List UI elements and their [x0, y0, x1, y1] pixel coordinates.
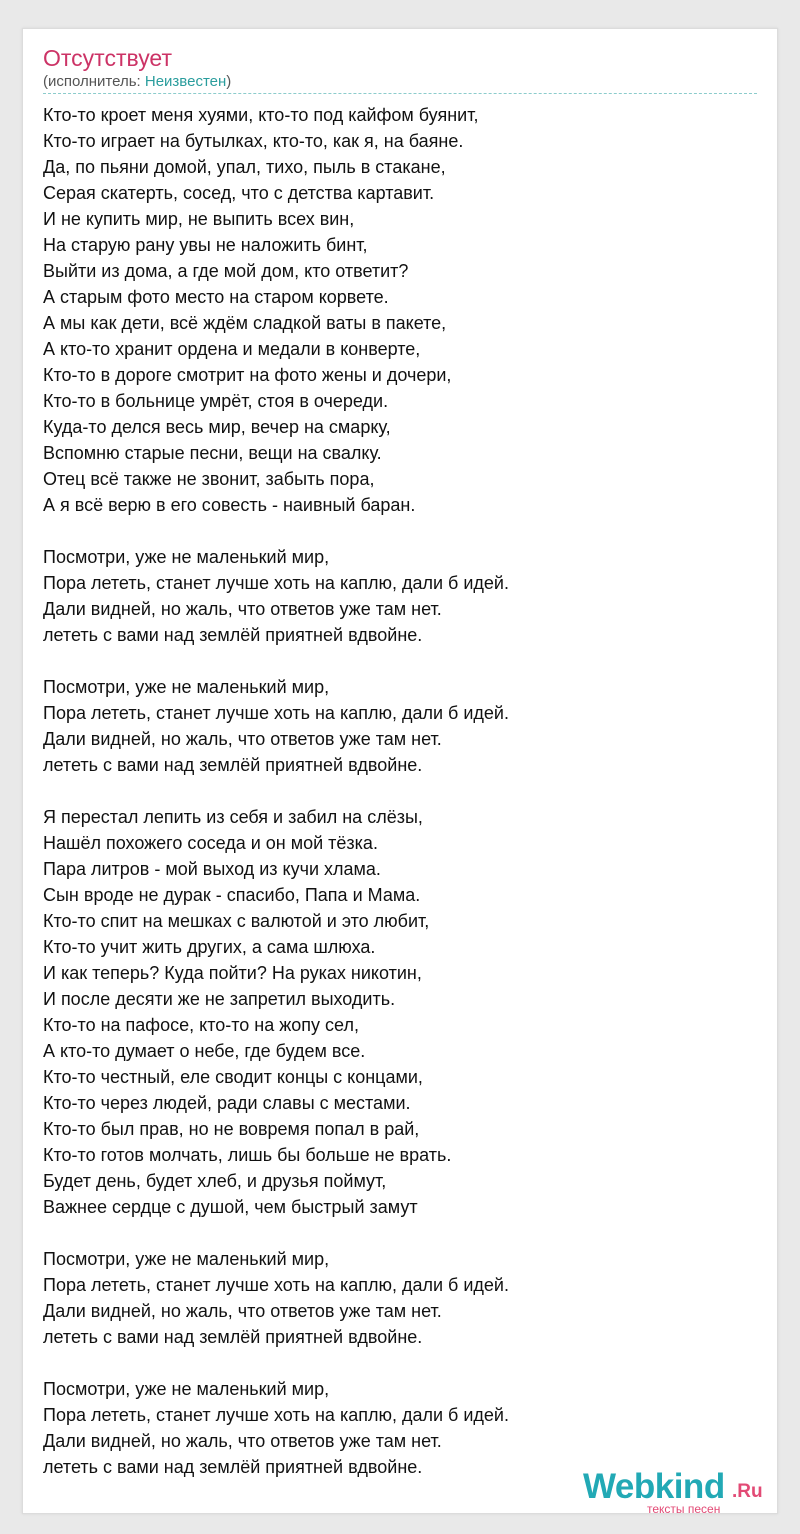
lyric-line: лететь с вами над землёй приятней вдвойне.	[43, 755, 423, 775]
lyric-line: Дали видней, но жаль, что ответов уже там нет.	[43, 729, 442, 749]
lyric-line: Дали видней, но жаль, что ответов уже там нет.	[43, 599, 442, 619]
lyric-line: Кто-то через людей, ради славы с местами.	[43, 1093, 411, 1113]
lyric-line: На старую рану увы не наложить бинт,	[43, 235, 368, 255]
lyric-line: Кто-то в дороге смотрит на фото жены и дочери,	[43, 365, 452, 385]
artist-link[interactable]: Неизвестен	[144, 73, 227, 90]
lyric-line: Кто-то играет на бутылках, кто-то, как я, на баяне.	[43, 131, 464, 151]
lyric-line: И как теперь? Куда пойти? На руках никотин,	[43, 963, 422, 983]
logo-tagline: тексты песен	[647, 1502, 721, 1516]
lyric-line: лететь с вами над землёй приятней вдвойне.	[43, 625, 423, 645]
lyric-line: Отец всё также не звонит, забыть пора,	[43, 469, 375, 489]
lyrics-stanza	[43, 674, 753, 778]
lyric-line: Посмотри, уже не маленький мир,	[43, 677, 330, 697]
artist-line	[43, 73, 231, 91]
lyric-line: Посмотри, уже не маленький мир,	[43, 1379, 330, 1399]
lyric-line: Пора лететь, станет лучше хоть на каплю, дали б идей.	[43, 703, 509, 723]
lyrics-text	[43, 102, 753, 1506]
lyric-line: Я перестал лепить из себя и забил на слёзы,	[43, 807, 423, 827]
lyrics-stanza	[43, 102, 753, 518]
lyric-line: Вспомню старые песни, вещи на свалку.	[43, 443, 382, 463]
lyric-line: А кто-то думает о небе, где будем все.	[43, 1041, 366, 1061]
webkind-logo[interactable]	[583, 1453, 783, 1516]
artist-suffix: )	[226, 73, 232, 90]
artist-prefix: (исполнитель:	[43, 73, 145, 90]
lyrics-stanza	[43, 804, 753, 1220]
lyric-line: Пора лететь, станет лучше хоть на каплю, дали б идей.	[43, 573, 509, 593]
lyric-line: Пара литров - мой выход из кучи хлама.	[43, 859, 381, 879]
lyric-line: Куда-то делся весь мир, вечер на смарку,	[43, 417, 391, 437]
lyric-line: Выйти из дома, а где мой дом, кто ответит?	[43, 261, 409, 281]
lyric-line: Кто-то честный, еле сводит концы с концами,	[43, 1067, 423, 1087]
lyric-line: А я всё верю в его совесть - наивный баран.	[43, 495, 416, 515]
lyric-line: А кто-то хранит ордена и медали в конверте,	[43, 339, 421, 359]
lyric-line: Пора лететь, станет лучше хоть на каплю, дали б идей.	[43, 1405, 509, 1425]
lyrics-stanza	[43, 544, 753, 648]
lyric-line: Да, по пьяни домой, упал, тихо, пыль в стакане,	[43, 157, 446, 177]
lyric-line: И не купить мир, не выпить всех вин,	[43, 209, 355, 229]
lyric-line: А старым фото место на старом корвете.	[43, 287, 389, 307]
lyric-line: Кто-то кроет меня хуями, кто-то под кайфом буянит,	[43, 105, 479, 125]
lyric-line: Дали видней, но жаль, что ответов уже там нет.	[43, 1431, 442, 1451]
lyric-line: Кто-то спит на мешках с валютой и это любит,	[43, 911, 430, 931]
lyric-line: А мы как дети, всё ждём сладкой ваты в пакете,	[43, 313, 447, 333]
lyric-line: Важнее сердце с душой, чем быстрый замут	[43, 1197, 418, 1217]
lyric-line: Кто-то в больнице умрёт, стоя в очереди.	[43, 391, 389, 411]
lyric-line: Посмотри, уже не маленький мир,	[43, 547, 330, 567]
song-title: Отсутствует	[43, 45, 172, 71]
lyric-line: Пора лететь, станет лучше хоть на каплю, дали б идей.	[43, 1275, 509, 1295]
lyric-line: Кто-то на пафосе, кто-то на жопу сел,	[43, 1015, 359, 1035]
lyrics-stanza	[43, 1246, 753, 1350]
lyric-line: И после десяти же не запретил выходить.	[43, 989, 396, 1009]
lyric-line: лететь с вами над землёй приятней вдвойне.	[43, 1327, 423, 1347]
lyric-line: лететь с вами над землёй приятней вдвойне.	[43, 1457, 423, 1477]
lyric-line: Кто-то учит жить других, а сама шлюха.	[43, 937, 376, 957]
lyrics-card	[22, 28, 778, 1514]
lyric-line: Кто-то готов молчать, лишь бы больше не врать.	[43, 1145, 452, 1165]
lyric-line: Будет день, будет хлеб, и друзья поймут,	[43, 1171, 387, 1191]
lyric-line: Сын вроде не дурак - спасибо, Папа и Мама.	[43, 885, 421, 905]
lyric-line: Серая скатерть, сосед, что с детства картавит.	[43, 183, 435, 203]
lyric-line: Нашёл похожего соседа и он мой тёзка.	[43, 833, 378, 853]
lyric-line: Посмотри, уже не маленький мир,	[43, 1249, 330, 1269]
dotted-divider	[43, 93, 757, 94]
lyric-line: Кто-то был прав, но не вовремя попал в рай,	[43, 1119, 420, 1139]
logo-domain: .Ru	[732, 1481, 763, 1502]
lyric-line: Дали видней, но жаль, что ответов уже там нет.	[43, 1301, 442, 1321]
logo-wordmark: Webkind	[583, 1467, 725, 1506]
